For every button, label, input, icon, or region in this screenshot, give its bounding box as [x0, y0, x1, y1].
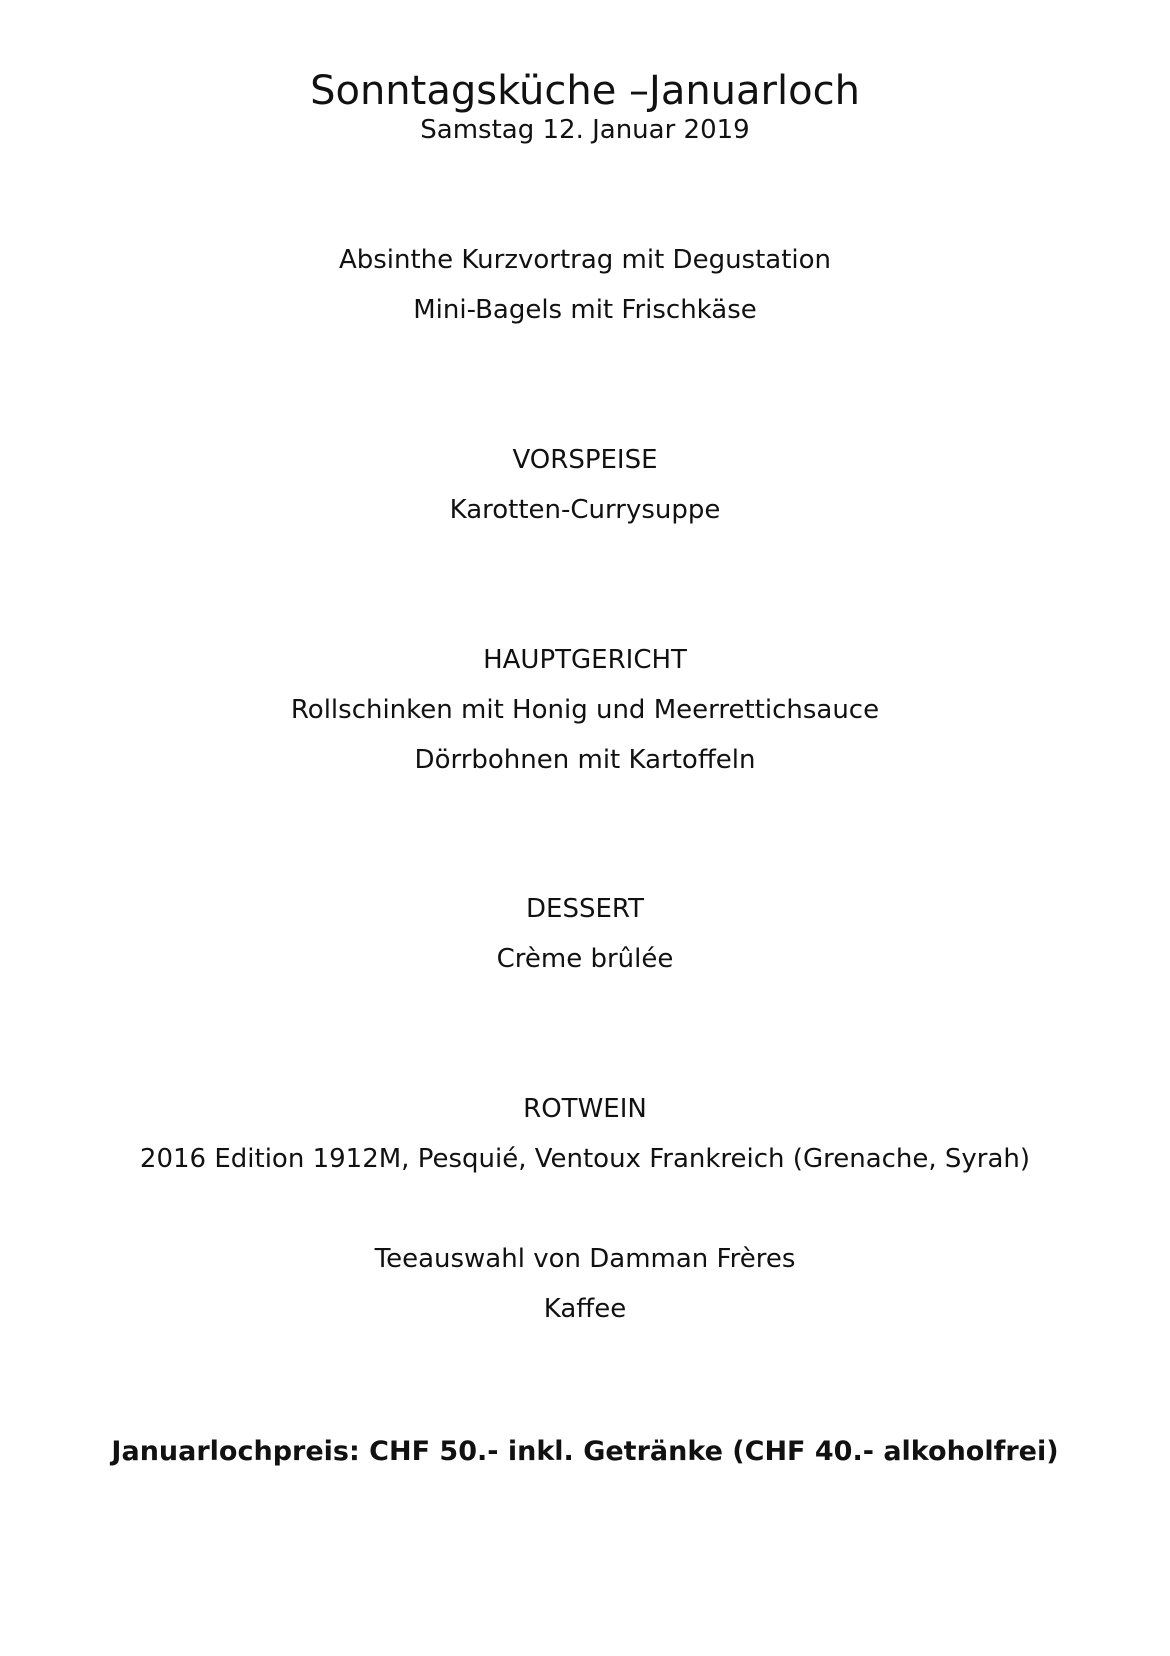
main-course-item-1: Rollschinken mit Honig und Meerrettichsauce	[290, 695, 880, 725]
drinks-coffee: Kaffee	[543, 1294, 627, 1324]
wine-heading: ROTWEIN	[523, 1094, 647, 1124]
menu-date: Samstag 12. Januar 2019	[420, 115, 750, 145]
main-course-item-2: Dörrbohnen mit Kartoffeln	[414, 745, 756, 775]
aperitif-line-1: Absinthe Kurzvortrag mit Degustation	[338, 245, 832, 275]
main-course-heading: HAUPTGERICHT	[483, 645, 687, 675]
menu-title: Sonntagsküche –Januarloch	[310, 68, 860, 114]
dessert-item: Crème brûlée	[496, 944, 674, 974]
price-line: Januarlochpreis: CHF 50.- inkl. Getränke (CHF 40.- alkoholfrei)	[111, 1436, 1059, 1467]
aperitif-line-2: Mini-Bagels mit Frischkäse	[413, 295, 757, 325]
wine-item: 2016 Edition 1912M, Pesquié, Ventoux Frankreich (Grenache, Syrah)	[139, 1144, 1031, 1174]
starter-heading: VORSPEISE	[512, 445, 658, 475]
starter-item: Karotten-Currysuppe	[449, 495, 721, 525]
dessert-heading: DESSERT	[526, 894, 644, 924]
drinks-tea: Teeauswahl von Damman Frères	[374, 1244, 796, 1274]
